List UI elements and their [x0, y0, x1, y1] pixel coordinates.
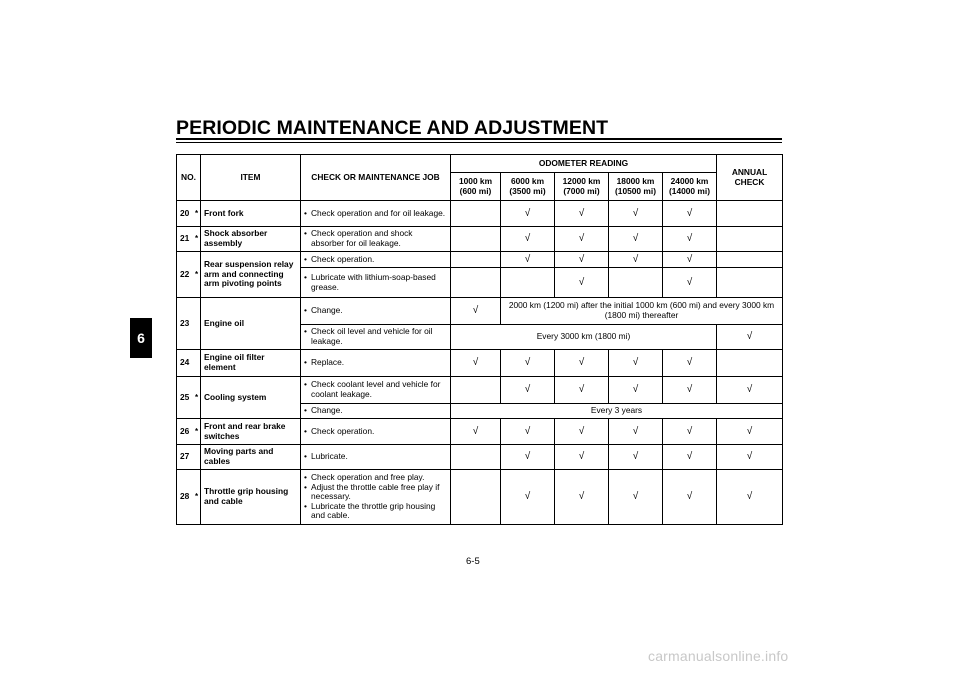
check-cell [717, 268, 783, 298]
row-job: • Lubricate with lithium-soap-based grease. [301, 268, 451, 298]
maintenance-table [176, 154, 783, 525]
row-number: 25 * [177, 377, 201, 419]
row-item: Front fork [201, 201, 301, 227]
check-cell: √ [555, 470, 609, 525]
check-cell [451, 227, 501, 252]
check-cell [717, 252, 783, 268]
check-cell: √ [555, 377, 609, 404]
check-cell: √ [717, 325, 783, 350]
interval-note: 2000 km (1200 mi) after the initial 1000 km (600 mi) and every 3000 km (1800 mi) thereafter [501, 298, 783, 325]
check-cell: √ [555, 227, 609, 252]
check-cell: √ [555, 201, 609, 227]
check-cell: √ [555, 252, 609, 268]
table-row [177, 445, 783, 470]
check-cell: √ [555, 419, 609, 445]
row-job: • Check operation and free play. • Adjust the throttle cable free play if necessary. • Lubricate the throttle grip housing and cable. [301, 470, 451, 525]
check-cell: √ [555, 445, 609, 470]
table-row [177, 419, 783, 445]
row-job: • Change. [301, 298, 451, 325]
row-job: • Check operation. [301, 419, 451, 445]
table-row [177, 252, 783, 268]
check-cell: √ [609, 350, 663, 377]
check-cell [451, 377, 501, 404]
header-odometer: ODOMETER READING [451, 155, 717, 173]
row-job: • Change. [301, 404, 451, 419]
check-cell [451, 445, 501, 470]
check-cell: √ [609, 445, 663, 470]
check-cell: √ [717, 419, 783, 445]
row-job: • Check operation and shock absorber for oil leakage. [301, 227, 451, 252]
row-job: • Replace. [301, 350, 451, 377]
title-rule-thin [176, 142, 782, 143]
check-cell: √ [555, 350, 609, 377]
check-cell: √ [663, 227, 717, 252]
row-number: 27 [177, 445, 201, 470]
row-number: 26 * [177, 419, 201, 445]
check-cell: √ [663, 445, 717, 470]
row-job: • Check operation and for oil leakage. [301, 201, 451, 227]
row-job: • Check operation. [301, 252, 451, 268]
header-interval: 6000 km (3500 mi) [501, 173, 555, 201]
check-cell: √ [663, 350, 717, 377]
row-number: 23 [177, 298, 201, 350]
check-cell: √ [717, 377, 783, 404]
chapter-tab: 6 [130, 318, 152, 358]
row-item: Cooling system [201, 377, 301, 419]
check-cell: √ [555, 268, 609, 298]
header-item: ITEM [201, 155, 301, 201]
check-cell [609, 268, 663, 298]
check-cell: √ [609, 252, 663, 268]
row-number: 28 * [177, 470, 201, 525]
row-number: 24 [177, 350, 201, 377]
check-cell [451, 470, 501, 525]
check-cell: √ [451, 419, 501, 445]
check-cell: √ [663, 419, 717, 445]
table-row [177, 350, 783, 377]
check-cell: √ [609, 419, 663, 445]
check-cell [717, 350, 783, 377]
check-cell: √ [663, 252, 717, 268]
row-number: 22 * [177, 252, 201, 298]
check-cell [451, 252, 501, 268]
row-item: Moving parts and cables [201, 445, 301, 470]
check-cell: √ [501, 201, 555, 227]
watermark: carmanualsonline.info [648, 648, 789, 664]
row-item: Front and rear brake switches [201, 419, 301, 445]
row-item: Engine oil filter element [201, 350, 301, 377]
check-cell: √ [609, 377, 663, 404]
check-cell [501, 268, 555, 298]
header-interval: 24000 km (14000 mi) [663, 173, 717, 201]
check-cell: √ [501, 445, 555, 470]
table-row [177, 377, 783, 404]
check-cell: √ [663, 268, 717, 298]
table-row [177, 201, 783, 227]
interval-note: Every 3 years [451, 404, 783, 419]
check-cell: √ [451, 350, 501, 377]
check-cell [451, 268, 501, 298]
header-job: CHECK OR MAINTENANCE JOB [301, 155, 451, 201]
row-number: 21 * [177, 227, 201, 252]
title-rule [176, 138, 782, 140]
row-item: Throttle grip housing and cable [201, 470, 301, 525]
row-item: Engine oil [201, 298, 301, 350]
check-cell: √ [609, 470, 663, 525]
check-cell: √ [501, 227, 555, 252]
check-cell [451, 201, 501, 227]
check-cell: √ [451, 298, 501, 325]
row-job: • Lubricate. [301, 445, 451, 470]
interval-note: Every 3000 km (1800 mi) [451, 325, 717, 350]
header-annual-check: ANNUAL CHECK [717, 155, 783, 201]
table-row [177, 470, 783, 525]
check-cell: √ [663, 201, 717, 227]
row-item: Rear suspension relay arm and connecting arm pivoting points [201, 252, 301, 298]
header-interval: 1000 km (600 mi) [451, 173, 501, 201]
header-no: NO. [177, 155, 201, 201]
row-job: • Check oil level and vehicle for oil leakage. [301, 325, 451, 350]
row-item: Shock absorber assembly [201, 227, 301, 252]
check-cell: √ [501, 350, 555, 377]
check-cell: √ [501, 470, 555, 525]
check-cell: √ [501, 377, 555, 404]
check-cell: √ [501, 419, 555, 445]
check-cell: √ [717, 445, 783, 470]
header-interval: 12000 km (7000 mi) [555, 173, 609, 201]
page-title: PERIODIC MAINTENANCE AND ADJUSTMENT [176, 117, 609, 139]
check-cell: √ [609, 227, 663, 252]
check-cell: √ [501, 252, 555, 268]
check-cell [717, 227, 783, 252]
table-row [177, 298, 783, 325]
check-cell: √ [663, 377, 717, 404]
header-interval: 18000 km (10500 mi) [609, 173, 663, 201]
row-job: • Check coolant level and vehicle for coolant leakage. [301, 377, 451, 404]
check-cell: √ [609, 201, 663, 227]
page-number: 6-5 [466, 556, 480, 567]
check-cell [717, 201, 783, 227]
check-cell: √ [663, 470, 717, 525]
table-row [177, 227, 783, 252]
check-cell: √ [717, 470, 783, 525]
row-number: 20 * [177, 201, 201, 227]
